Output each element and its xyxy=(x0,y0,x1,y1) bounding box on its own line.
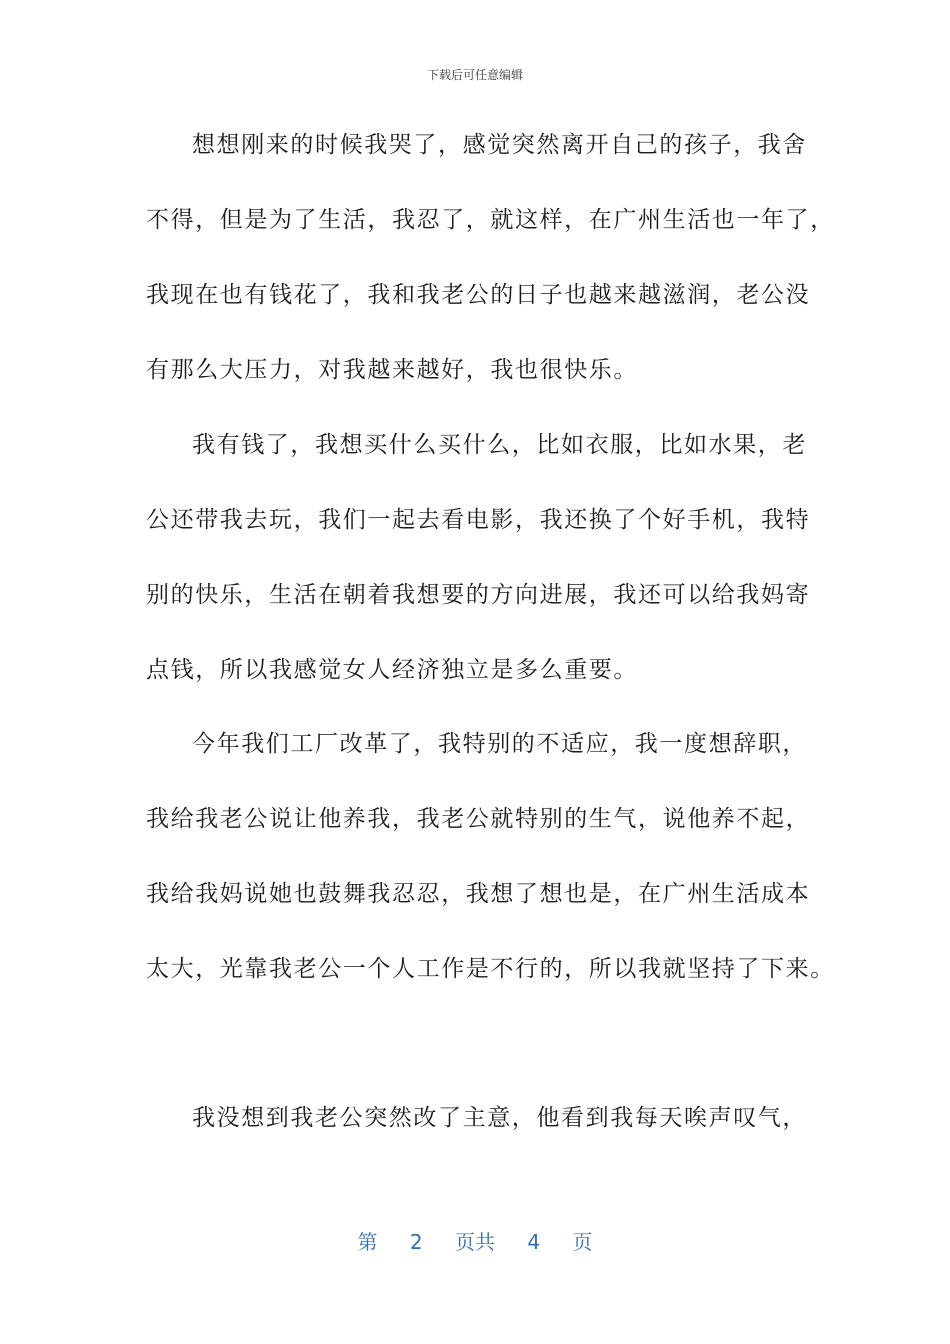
footer-total-pages: 4 xyxy=(527,1230,541,1254)
paragraph-1-line-3: 我现在也有钱花了，我和我老公的日子也越来越滋润，老公没 xyxy=(146,282,811,308)
paragraph-2-line-2: 公还带我去玩，我们一起去看电影，我还换了个好手机，我特 xyxy=(146,507,811,533)
paragraph-2-line-3: 别的快乐，生活在朝着我想要的方向进展，我还可以给我妈寄 xyxy=(146,582,811,608)
paragraph-2-line-1: 我有钱了，我想买什么买什么，比如衣服，比如水果，老 xyxy=(192,432,807,458)
paragraph-3-line-2: 我给我老公说让他养我，我老公就特别的生气，说他养不起， xyxy=(146,806,811,832)
paragraph-1-line-4: 有那么大压力，对我越来越好，我也很快乐。 xyxy=(146,357,638,383)
page-header: 下载后可任意编辑 xyxy=(426,68,523,82)
page-footer xyxy=(0,1226,950,1255)
footer-suffix: 页 xyxy=(572,1230,593,1254)
paragraph-3-line-3: 我给我妈说她也鼓舞我忍忍，我想了想也是，在广州生活成本 xyxy=(146,881,811,907)
paragraph-3-line-4: 太大，光靠我老公一个人工作是不行的，所以我就坚持了下来。 xyxy=(146,956,835,982)
paragraph-4-line-1: 我没想到我老公突然改了主意，他看到我每天唉声叹气， xyxy=(192,1105,807,1131)
footer-current-page: 2 xyxy=(409,1230,423,1254)
paragraph-3-line-1: 今年我们工厂改革了，我特别的不适应，我一度想辞职， xyxy=(192,731,807,757)
paragraph-2-line-4: 点钱，所以我感觉女人经济独立是多么重要。 xyxy=(146,657,638,683)
footer-prefix: 第 xyxy=(357,1230,378,1254)
paragraph-1-line-1: 想想刚来的时候我哭了，感觉突然离开自己的孩子，我舍 xyxy=(192,132,807,158)
paragraph-1-line-2: 不得，但是为了生活，我忍了，就这样，在广州生活也一年了， xyxy=(146,207,835,233)
footer-middle: 页共 xyxy=(455,1230,495,1254)
